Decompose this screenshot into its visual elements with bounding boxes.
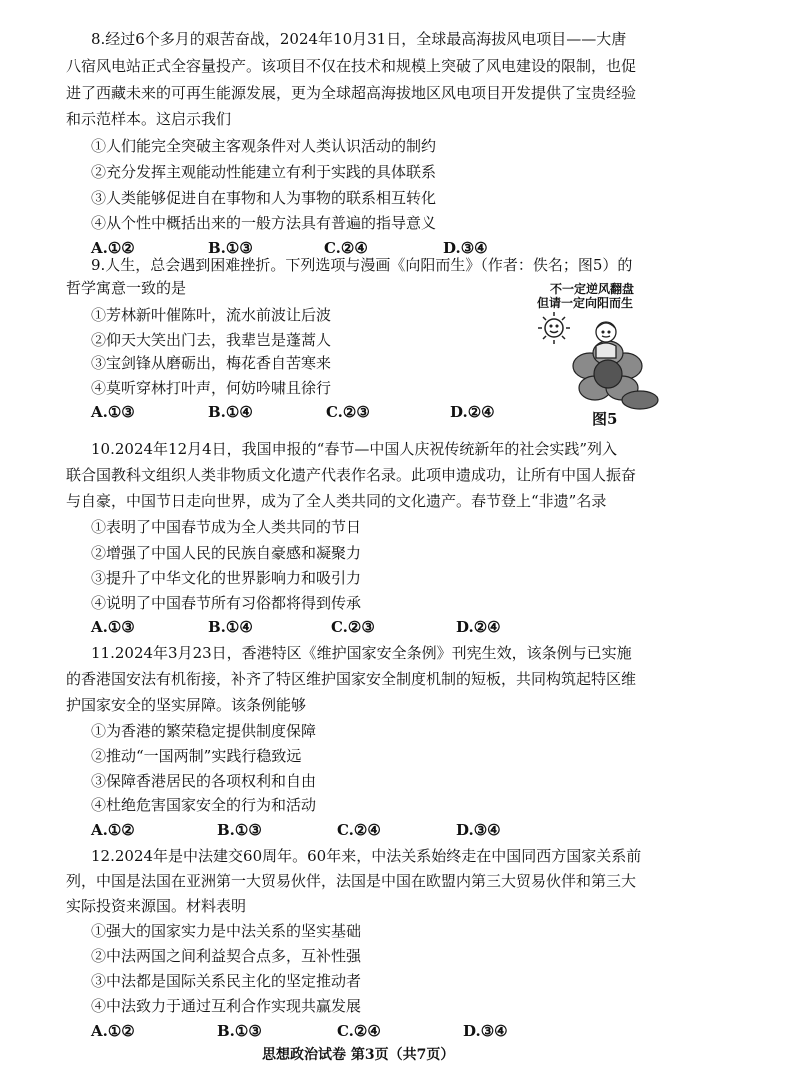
question-8-item: ④从个性中概括出来的一般方法具有普遍的指导意义 [91,214,437,232]
question-12-item: ①强大的国家实力是中法关系的坚实基础 [91,922,362,940]
question-9-item: ③宝剑锋从磨砺出，梅花香自苦寒来 [91,354,332,372]
question-9-item: ④莫听穿林打叶声，何妨吟啸且徐行 [91,379,332,397]
question-12-item: ③中法都是国际关系民主化的坚定推动者 [91,972,362,990]
sun-icon [538,312,570,344]
question-12-stem-line: 列，中国是法国在亚洲第一大贸易伙伴，法国是中国在欧盟内第三大贸易伙伴和第三大 [66,872,637,890]
question-10-stem-line: 10.2024年12月4日，我国申报的“春节—中国人庆祝传统新年的社会实践”列入 [91,440,617,458]
question-11-item: ②推动“一国两制”实践行稳致远 [91,747,302,765]
option-c: C.②③ [326,403,370,421]
question-11-stem-line: 护国家安全的坚实屏障。该条例能够 [66,696,307,714]
option-b: B.①④ [208,403,253,421]
question-10-item: ①表明了中国春节成为全人类共同的节日 [91,518,362,536]
option-d: D.③④ [443,239,488,257]
option-a: A.①③ [91,618,135,636]
question-11-item: ③保障香港居民的各项权利和自由 [91,772,317,790]
question-8-item: ③人类能够促进自在事物和人为事物的联系相互转化 [91,189,437,207]
option-b: B.①④ [208,618,253,636]
option-d: D.②④ [450,403,495,421]
option-d: D.③④ [463,1022,508,1040]
question-12-stem-line: 实际投资来源国。材料表明 [66,897,247,915]
question-12-item: ②中法两国之间利益契合点多，互补性强 [91,947,362,965]
cartoon-illustration [530,308,670,410]
option-c: C.②③ [331,618,375,636]
option-c: C.②④ [337,1022,381,1040]
option-a: A.①② [91,821,135,839]
option-c: C.②④ [337,821,381,839]
option-b: B.①③ [217,1022,262,1040]
question-11-item: ①为香港的繁荣稳定提供制度保障 [91,722,317,740]
page-footer: 思想政治试卷 第3页（共7页） [262,1047,455,1063]
question-8-item: ①人们能完全突破主客观条件对人类认识活动的制约 [91,137,437,155]
question-9-stem-line: 哲学寓意一致的是 [66,279,187,297]
question-11-stem-line: 11.2024年3月23日，香港特区《维护国家安全条例》刊宪生效，该条例与已实施 [91,644,632,662]
option-b: B.①③ [208,239,253,257]
question-10-item: ③提升了中华文化的世界影响力和吸引力 [91,569,362,587]
child-figure-icon [596,322,616,358]
question-11-stem-line: 的香港国安法有机衔接，补齐了特区维护国家安全制度机制的短板，共同构筑起特区维 [66,670,637,688]
option-d: D.③④ [456,821,501,839]
option-a: A.①② [91,1022,135,1040]
cartoon-caption-line-2: 但请一定向阳而生 [537,296,634,310]
option-d: D.②④ [456,618,501,636]
option-a: A.①② [91,239,135,257]
question-12-stem-line: 12.2024年是中法建交60周年。60年来，中法关系始终走在中国同西方国家关系前 [91,847,642,865]
cartoon-caption-line-1: 不一定逆风翻盘 [550,282,635,296]
question-10-item: ②增强了中国人民的民族自豪感和凝聚力 [91,544,362,562]
figure-5-label: 图5 [592,410,618,428]
question-12-item: ④中法致力于通过互利合作实现共赢发展 [91,997,362,1015]
question-8-stem-line: 八宿风电站正式全容量投产。该项目不仅在技术和规模上突破了风电建设的限制，也促 [66,57,637,75]
question-8-stem-line: 进了西藏未来的可再生能源发展，更为全球超高海拔地区风电项目开发提供了宝贵经验 [66,84,637,102]
option-b: B.①③ [217,821,262,839]
question-8-stem-line: 8.经过6个多月的艰苦奋战，2024年10月31日，全球最高海拔风电项目——大唐 [91,30,627,48]
question-9-item: ①芳林新叶催陈叶，流水前波让后波 [91,306,332,324]
question-10-item: ④说明了中国春节所有习俗都将得到传承 [91,594,362,612]
question-11-item: ④杜绝危害国家安全的行为和活动 [91,796,317,814]
question-9-item: ②仰天大笑出门去，我辈岂是蓬蒿人 [91,331,332,349]
option-a: A.①③ [91,403,135,421]
option-c: C.②④ [324,239,368,257]
question-8-item: ②充分发挥主观能动性能建立有利于实践的具体联系 [91,163,437,181]
question-9-stem-line: 9.人生，总会遇到困难挫折。下列选项与漫画《向阳而生》（作者：佚名；图5）的 [91,256,633,274]
question-10-stem-line: 联合国教科文组织人类非物质文化遗产代表作名录。此项申遗成功，让所有中国人振奋 [66,466,637,484]
question-8-stem-line: 和示范样本。这启示我们 [66,110,232,128]
question-10-stem-line: 与自豪，中国节日走向世界，成为了全人类共同的文化遗产。春节登上“非遗”名录 [66,492,607,510]
